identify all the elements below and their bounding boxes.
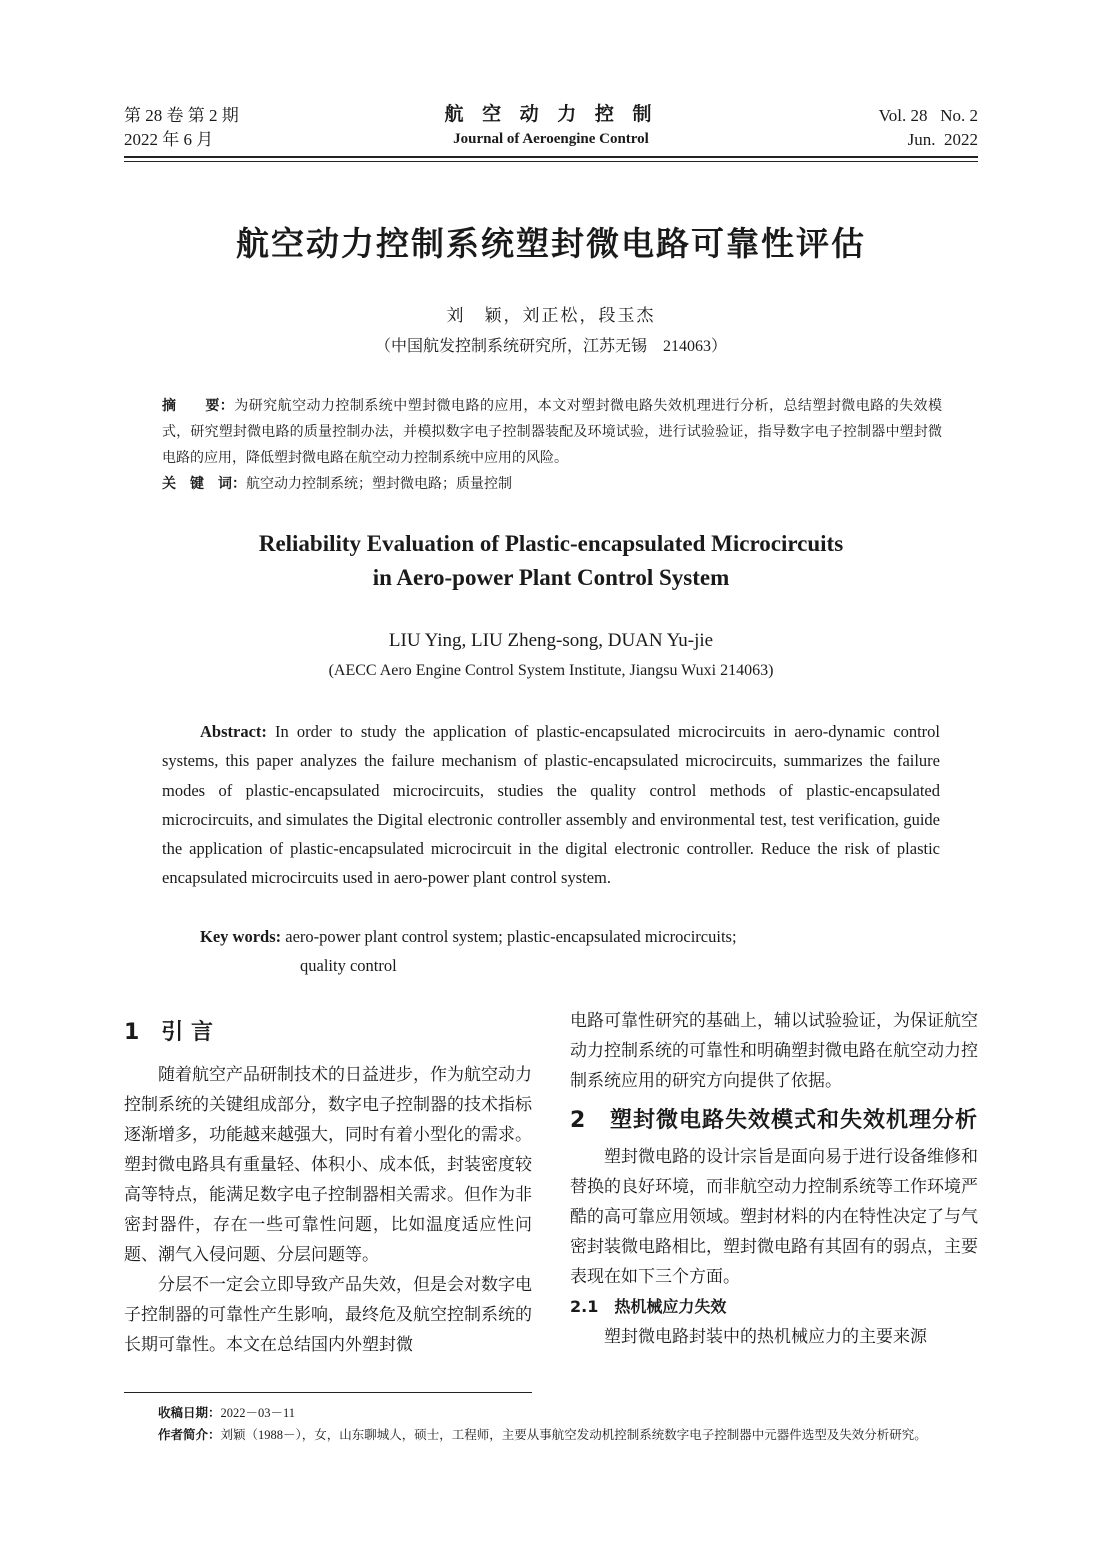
section-2-paragraph-1: 塑封微电路的设计宗旨是面向易于进行设备维修和替换的良好环境，而非航空动力控制系统等工作环境严酷的高可靠应用领域。塑封材料的内在特性决定了与气密封装微电路相比，塑封微电路有其固有的弱点，主要表现在如下三个方面。	[570, 1147, 978, 1286]
footnote-received	[124, 1403, 978, 1423]
keywords-en-label: Key words:	[200, 927, 282, 946]
received-label: 收稿日期：	[158, 1405, 221, 1420]
section-1-paragraph-2-continued: 电路可靠性研究的基础上，辅以试验验证，为保证航空动力控制系统的可靠性和明确塑封微电路在航空动力控制系统应用的研究方向提供了依据。	[570, 1011, 978, 1090]
keywords-cn-text: 航空动力控制系统；塑封微电路；质量控制	[246, 477, 512, 492]
journal-name-en: Journal of Aeroengine Control	[453, 131, 649, 147]
abstract-en-text: In order to study the application of plastic-encapsulated microcircuits in aero-dynamic control systems, this paper analyzes the failure mechanism of plastic-encapsulated microcircuits, summarizes the failure modes of plastic-encapsulated microcircuits, studies the quality control methods of plastic-encapsulated microcircuits, and simulates the Digital electronic controller assembly and environmental test, test verification, guide the application of plastic-encapsulated microcircuit in the digital electronic controller. Reduce the risk of plastic encapsulated microcircuits used in aero-power plant control system.	[162, 722, 940, 888]
left-column	[124, 1016, 532, 1360]
author-bio-text: 刘颖（1988－），女，山东聊城人，硕士，工程师，主要从事航空发动机控制系统数字电子控制器中元器件选型及失效分析研究。	[220, 1428, 927, 1442]
abstract-en	[162, 717, 940, 893]
abstract-en-label: Abstract:	[200, 722, 267, 741]
keywords-cn-label: 关 键 词：	[162, 476, 246, 492]
header-center	[380, 100, 722, 150]
date-cn: 2022 年 6 月	[124, 130, 214, 149]
received-date: 2022－03－11	[220, 1406, 296, 1420]
affiliation-en: (AECC Aero Engine Control System Institute, Jiangsu Wuxi 214063)	[328, 662, 774, 679]
header-right	[879, 104, 978, 152]
footnote-rule	[124, 1392, 532, 1393]
section-1-paragraph-2: 分层不一定会立即导致产品失效，但是会对数字电子控制器的可靠性产生影响，最终危及航空控制系统的长期可靠性。本文在总结国内外塑封微	[124, 1275, 532, 1354]
author-bio-label: 作者简介：	[158, 1427, 221, 1442]
right-column	[570, 1006, 978, 1352]
section-1-paragraph-1: 随着航空产品研制技术的日益进步，作为航空动力控制系统的关键组成部分，数字电子控制器的技术指标逐渐增多，功能越来越强大，同时有着小型化的需求。塑封微电路具有重量轻、体积小、成本低，封装密度较高等特点，能满足数字电子控制器相关需求。但作为非密封器件，存在一些可靠性问题，比如温度适应性问题、潮气入侵问题、分层问题等。	[124, 1065, 532, 1264]
journal-name-cn: 航 空 动 力 控 制	[444, 103, 658, 125]
keywords-cn	[162, 472, 942, 497]
section-2-number: 2	[570, 1108, 586, 1133]
volume-issue-cn: 第 28 卷 第 2 期	[124, 106, 239, 125]
section-2-1-paragraph-1: 塑封微电路封装中的热机械应力的主要来源	[604, 1327, 927, 1346]
title-en	[150, 527, 952, 595]
section-2-1-heading: 2.1 热机械应力失效	[570, 1297, 727, 1316]
keywords-en-text-cont: quality control	[300, 956, 397, 975]
header-left	[124, 104, 239, 152]
date-en: Jun. 2022	[907, 130, 978, 149]
abstract-cn-label: 摘 要：	[162, 398, 235, 414]
volume-issue-en: Vol. 28 No. 2	[878, 106, 978, 125]
header-rule-thin	[124, 161, 978, 162]
section-2-heading	[570, 1104, 978, 1138]
section-1-heading: 1 引 言	[124, 1020, 213, 1045]
header-rule-thick	[124, 156, 978, 158]
footnote-author	[124, 1425, 978, 1445]
authors-en: LIU Ying, LIU Zheng-song, DUAN Yu-jie	[388, 630, 714, 651]
keywords-en	[200, 922, 940, 980]
abstract-cn-text: 为研究航空动力控制系统中塑封微电路的应用，本文对塑封微电路失效机理进行分析，总结塑封微电路的失效模式，研究塑封微电路的质量控制办法，并模拟数字电子控制器装配及环境试验，进行试验验证，指导数字电子控制器中塑封微电路的应用，降低塑封微电路在航空动力控制系统中应用的风险。	[162, 399, 942, 466]
section-2-title: 塑封微电路失效模式和失效机理分析	[610, 1108, 979, 1133]
title-en-line1: Reliability Evaluation of Plastic-encapsulated Microcircuits	[258, 531, 844, 556]
title-en-line2: in Aero-power Plant Control System	[372, 565, 730, 590]
affiliation-cn: （中国航发控制系统研究所，江苏无锡 214063）	[374, 338, 727, 355]
keywords-en-text: aero-power plant control system; plastic-encapsulated microcircuits;	[281, 927, 737, 946]
authors-cn: 刘 颖，刘正松，段玉杰	[446, 306, 656, 325]
abstract-cn	[162, 393, 942, 472]
title-cn: 航空动力控制系统塑封微电路可靠性评估	[236, 224, 866, 263]
